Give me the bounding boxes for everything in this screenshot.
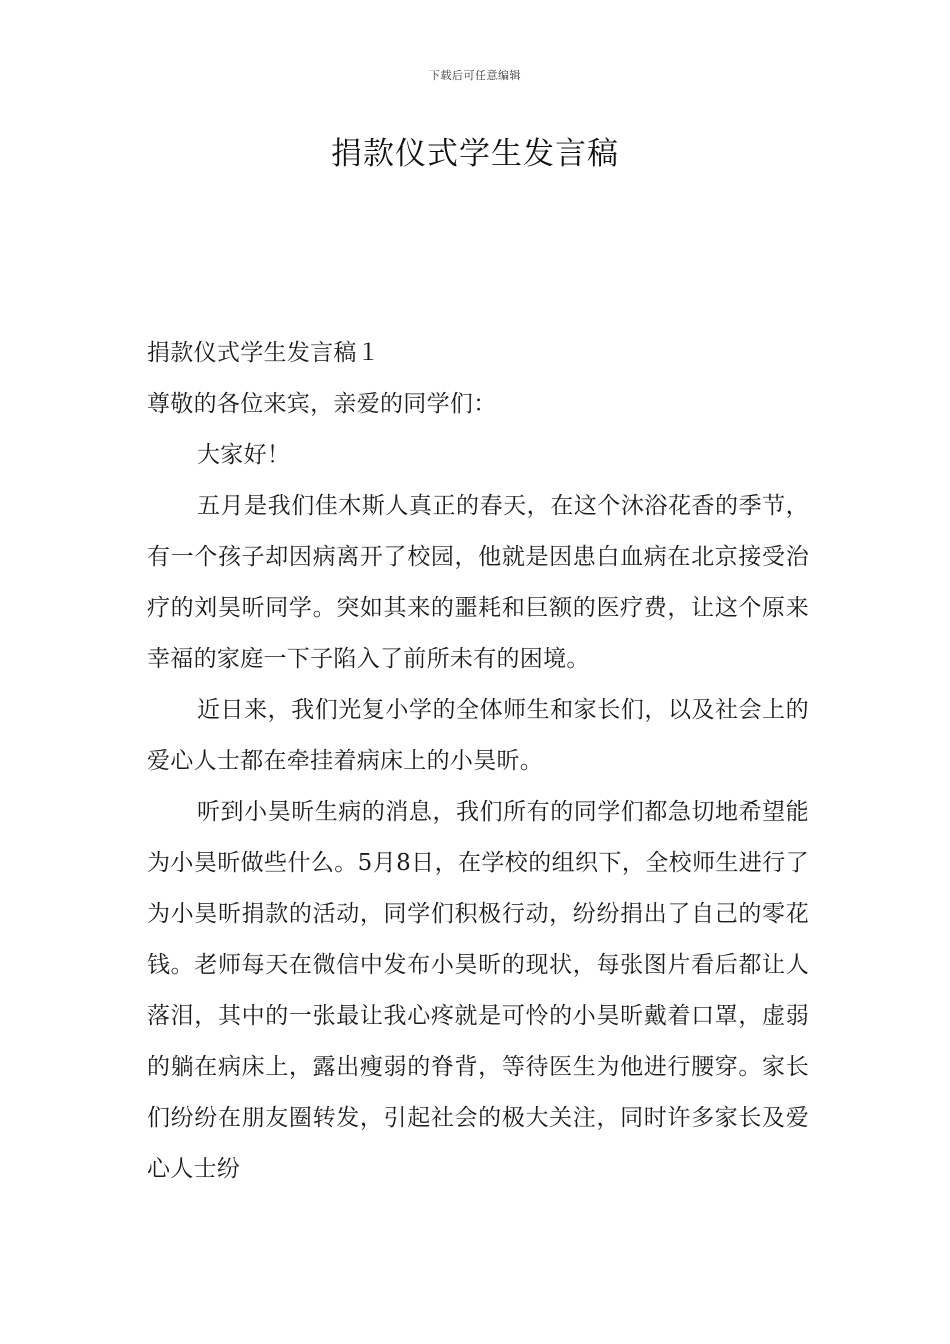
document-body (147, 328, 809, 1195)
document-title: 捐款仪式学生发言稿 (331, 136, 619, 172)
paragraph-1: 五月是我们佳木斯人真正的春天，在这个沐浴花香的季节，有一个孩子却因病离开了校园，他就是因患白血病在北京接受治疗的刘昊昕同学。突如其来的噩耗和巨额的医疗费，让这个原来幸福的家庭一下子陷入了前所未有的困境。 (147, 493, 809, 672)
greeting: 大家好！ (197, 442, 291, 468)
salutation: 尊敬的各位来宾，亲爱的同学们： (147, 391, 497, 417)
header-note: 下载后可任意编辑 (429, 69, 521, 82)
section-heading: 捐款仪式学生发言稿１ (147, 340, 380, 366)
paragraph-3: 听到小昊昕生病的消息，我们所有的同学们都急切地希望能为小昊昕做些什么。5月8日，在学校的组织下，全校师生进行了为小昊昕捐款的活动，同学们积极行动，纷纷捐出了自己的零花钱。老师每天在微信中发布小昊昕的现状，每张图片看后都让人落泪，其中的一张最让我心疼就是可怜的小昊昕戴着口罩，虚弱的躺在病床上，露出瘦弱的脊背，等待医生为他进行腰穿。家长们纷纷在朋友圈转发，引起社会的极大关注，同时许多家长及爱心人士纷 (147, 799, 809, 1182)
paragraph-2: 近日来，我们光复小学的全体师生和家长们，以及社会上的爱心人士都在牵挂着病床上的小昊昕。 (147, 697, 809, 774)
